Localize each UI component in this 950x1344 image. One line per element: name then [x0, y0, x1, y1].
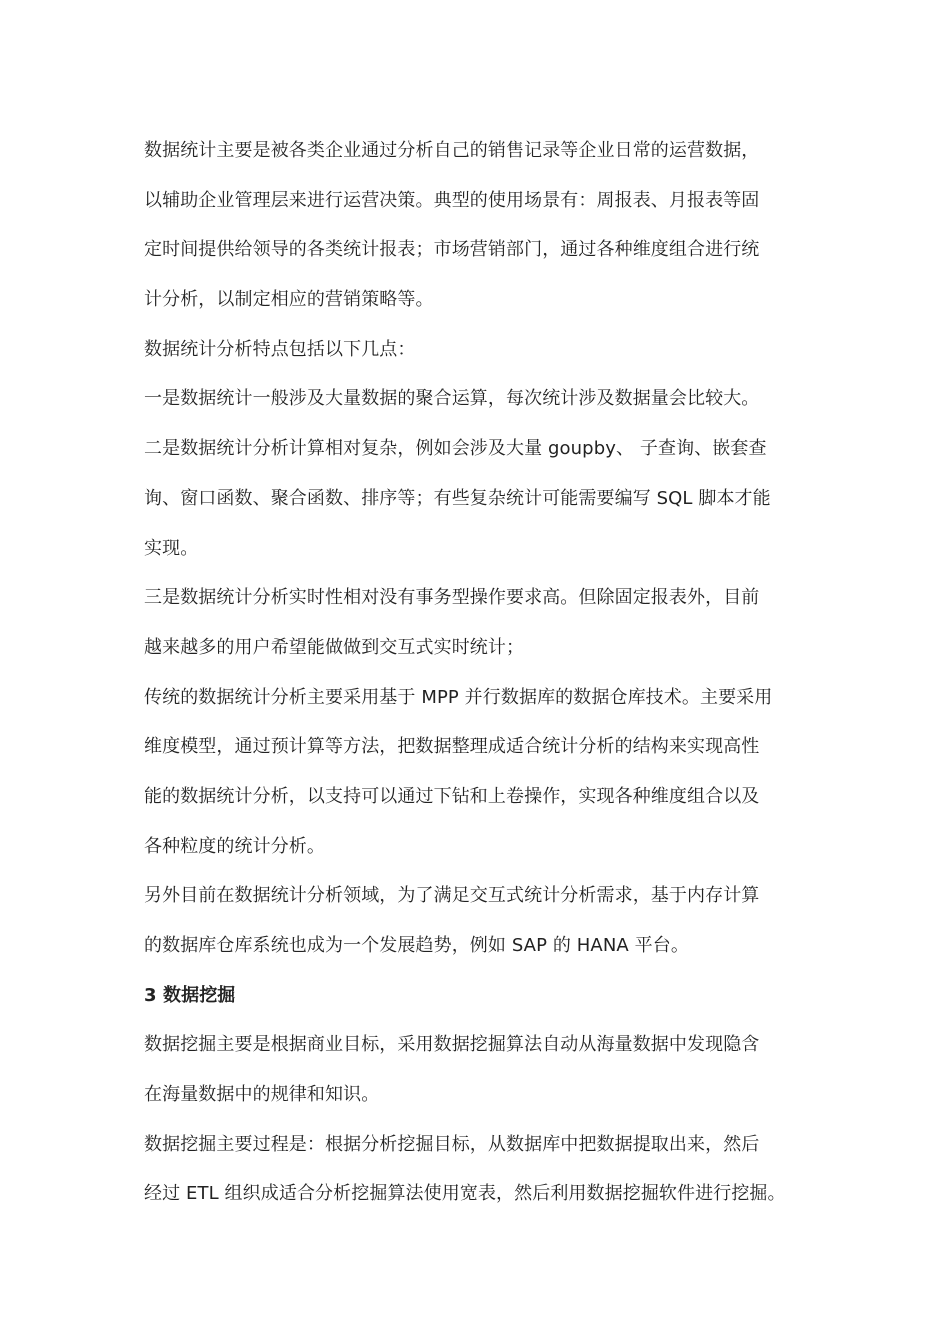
body-text-line: 另外目前在数据统计分析领域，为了满足交互式统计分析需求，基于内存计算 — [144, 885, 760, 907]
body-text-line: 计分析，以制定相应的营销策略等。 — [144, 289, 434, 311]
document-body — [144, 126, 814, 1219]
body-text-line: 数据挖掘主要是根据商业目标，采用数据挖掘算法自动从海量数据中发现隐含 — [144, 1034, 760, 1056]
body-text-line: 能的数据统计分析，以支持可以通过下钻和上卷操作，实现各种维度组合以及 — [144, 785, 760, 807]
body-text-line: 询、窗口函数、聚合函数、排序等；有些复杂统计可能需要编写 SQL 脚本才能 — [144, 487, 771, 509]
body-text-line: 数据挖掘主要过程是：根据分析挖掘目标，从数据库中把数据提取出来，然后 — [144, 1133, 760, 1155]
body-text-line: 经过 ETL 组织成适合分析挖掘算法使用宽表，然后利用数据挖掘软件进行挖掘。 — [144, 1183, 786, 1205]
body-text-line: 实现。 — [144, 537, 199, 559]
body-text-line: 传统的数据统计分析主要采用基于 MPP 并行数据库的数据仓库技术。主要采用 — [144, 686, 773, 708]
body-text-line: 的数据库仓库系统也成为一个发展趋势，例如 SAP 的 HANA 平台。 — [144, 935, 689, 956]
body-text-line: 二是数据统计分析计算相对复杂，例如会涉及大量 goupby、 子查询、嵌套查 — [144, 438, 767, 460]
body-text-line: 数据统计主要是被各类企业通过分析自己的销售记录等企业日常的运营数据， — [144, 140, 760, 161]
body-text-line: 数据统计分析特点包括以下几点： — [144, 338, 416, 360]
body-text-line: 一是数据统计一般涉及大量数据的聚合运算，每次统计涉及数据量会比较大。 — [144, 388, 760, 410]
body-text-line: 定时间提供给领导的各类统计报表；市场营销部门，通过各种维度组合进行统 — [144, 239, 760, 261]
section-heading: 3 数据挖掘 — [144, 984, 236, 1006]
body-text-line: 三是数据统计分析实时性相对没有事务型操作要求高。但除固定报表外，目前 — [144, 587, 760, 609]
body-text-line: 维度模型，通过预计算等方法，把数据整理成适合统计分析的结构来实现高性 — [144, 736, 760, 758]
body-text-line: 越来越多的用户希望能做做到交互式实时统计； — [144, 636, 525, 658]
body-text-line: 在海量数据中的规律和知识。 — [144, 1084, 380, 1106]
body-text-line: 各种粒度的统计分析。 — [144, 835, 325, 857]
body-text-line: 以辅助企业管理层来进行运营决策。典型的使用场景有：周报表、月报表等固 — [144, 189, 760, 211]
